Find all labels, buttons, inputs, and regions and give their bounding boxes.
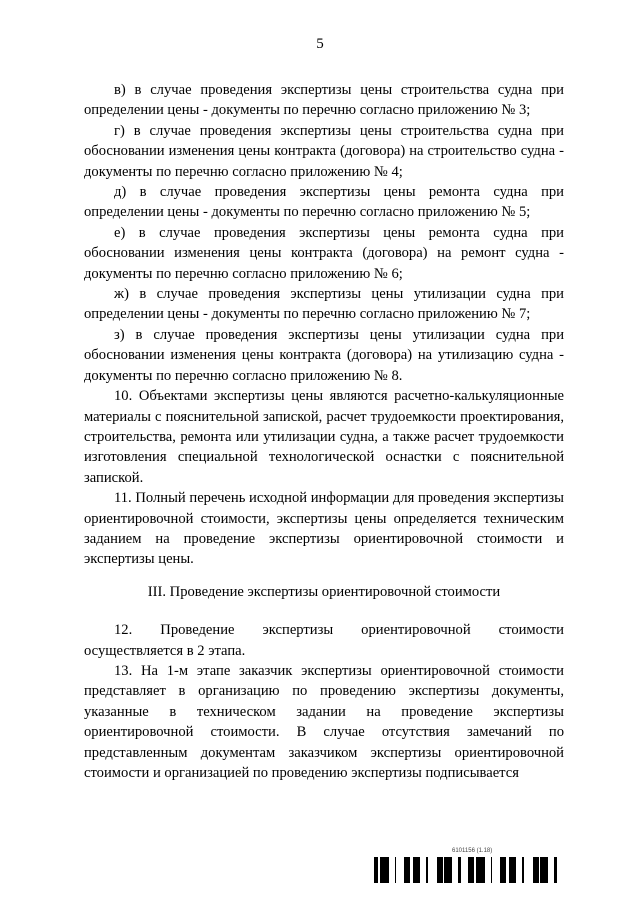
page-number: 5 bbox=[316, 36, 324, 52]
barcode-icon bbox=[374, 857, 560, 883]
paragraph-13: 13. На 1-м этапе заказчик экспертизы ориентировочной стоимости представляет в организацию по проведению экспертизы документы, указанные в техническом задании на проведение экспертизы ориентировочной стоимости. В случае отсутствия замечаний по представленным документам заказчиком экспертизы ориентировочной стоимости и организацией по проведению экспертизы подписывается bbox=[84, 662, 564, 781]
paragraph-e: е) в случае проведения экспертизы цены ремонта судна при обосновании изменения цены контракта (договора) на ремонт судна - документы по перечню согласно приложению № 6; bbox=[84, 224, 564, 282]
document-body bbox=[84, 80, 564, 783]
paragraph-12: 12. Проведение экспертизы ориентировочной стоимости осуществляется в 2 этапа. bbox=[84, 622, 564, 659]
paragraph-10: 10. Объектами экспертизы цены являются расчетно-калькуляционные материалы с пояснительной запиской, расчет трудоемкости проектирования, строительства, ремонта или утилизации судна, а также расчет трудоемкости изготовления специальной технологической оснастки с пояснительной запиской. bbox=[84, 388, 564, 486]
paragraph-v: в) в случае проведения экспертизы цены строительства судна при определении цены - документы по перечню согласно приложению № 3; bbox=[84, 82, 564, 119]
paragraph-z: з) в случае проведения экспертизы цены утилизации судна при обосновании изменения цены контракта (договора) на утилизацию судна - документы по перечню согласно приложению № 8. bbox=[84, 326, 564, 384]
paragraph-d: д) в случае проведения экспертизы цены ремонта судна при определении цены - документы по перечню согласно приложению № 5; bbox=[84, 184, 564, 221]
paragraph-11: 11. Полный перечень исходной информации для проведения экспертизы ориентировочной стоимости, экспертизы цены определяется техническим заданием на проведение экспертизы ориентировочной стоимости и экспертизы цены. bbox=[84, 490, 564, 568]
section-heading: III. Проведение экспертизы ориентировочной стоимости bbox=[147, 583, 501, 600]
footer-code: 6101156 (1.18) bbox=[452, 848, 493, 854]
paragraph-zh: ж) в случае проведения экспертизы цены утилизации судна при определении цены - документы по перечню согласно приложению № 7; bbox=[84, 286, 564, 323]
paragraph-g: г) в случае проведения экспертизы цены строительства судна при обосновании изменения цены контракта (договора) на строительство судна - документы по перечню согласно приложению № 4; bbox=[84, 122, 564, 180]
